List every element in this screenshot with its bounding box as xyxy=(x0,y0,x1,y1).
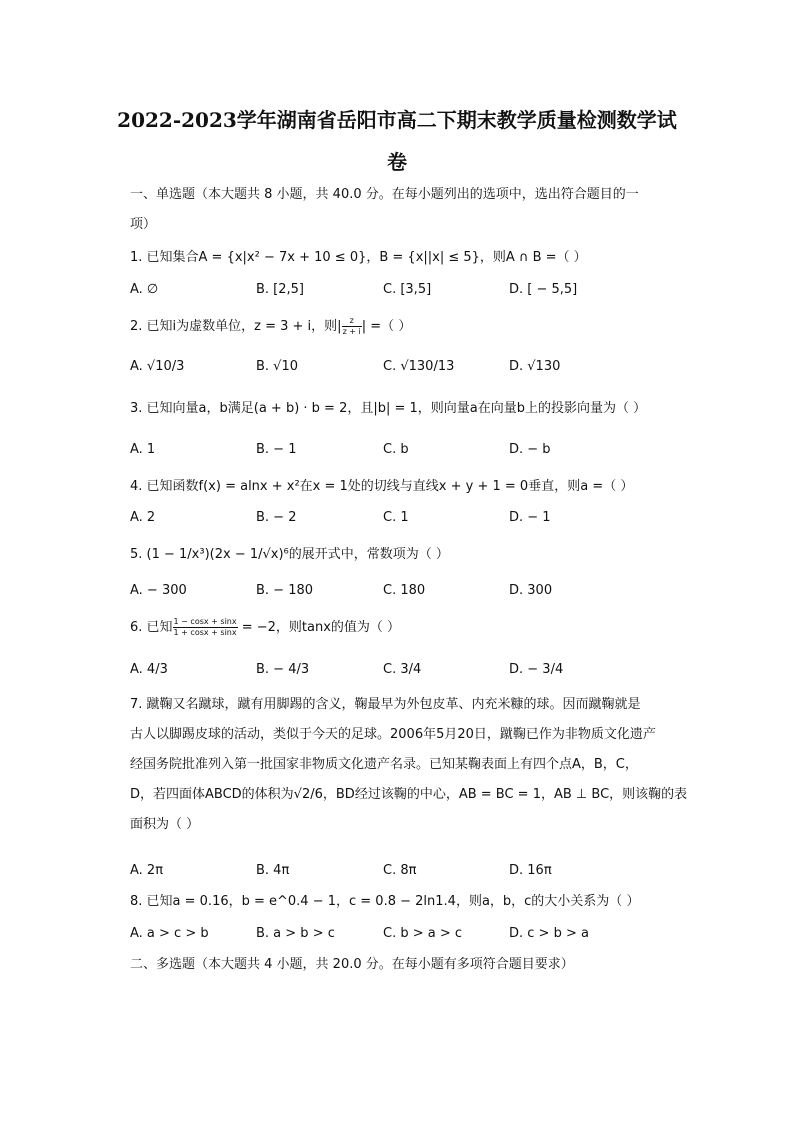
q1-option-d: D. [ − 5,5] xyxy=(509,282,578,297)
q6-text-end: = −2，则tanx的值为（ ） xyxy=(237,620,401,635)
q5-option-c: C. 180 xyxy=(383,583,426,598)
q7-line-2: 古人以脚踢皮球的活动，类似于今天的足球。2006年5月20日，蹴鞠已作为非物质文化遗产 xyxy=(130,727,656,742)
q8-option-c: C. b > a > c xyxy=(383,926,463,941)
q3-option-d: D. − b xyxy=(509,442,551,457)
q8-option-d: D. c > b > a xyxy=(509,926,589,941)
page-title-continued: 卷 xyxy=(387,150,407,174)
q7-line-4: D，若四面体ABCD的体积为√2/6，BD经过该鞠的中心，AB = BC = 1，AB ⊥ BC，则该鞠的表 xyxy=(130,787,688,802)
q3-option-b: B. − 1 xyxy=(256,442,297,457)
question-8: 8. 已知a = 0.16，b = e^0.4 − 1，c = 0.8 − 2ln1.4，则a，b，c的大小关系为（ ） xyxy=(130,894,640,909)
question-4: 4. 已知函数f(x) = alnx + x²在x = 1处的切线与直线x + y + 1 = 0垂直，则a =（ ） xyxy=(130,479,634,494)
q6-option-c: C. 3/4 xyxy=(383,662,422,677)
question-5: 5. (1 − 1/x³)(2x − 1/√x)⁶的展开式中，常数项为（ ） xyxy=(130,547,449,562)
q5-option-d: D. 300 xyxy=(509,583,553,598)
q1-option-b: B. [2,5] xyxy=(256,282,305,297)
q8-option-a: A. a > c > b xyxy=(130,926,209,941)
q4-option-d: D. − 1 xyxy=(509,510,551,525)
q7-option-c: C. 8π xyxy=(383,863,417,878)
q7-option-b: B. 4π xyxy=(256,863,290,878)
question-7 xyxy=(130,690,690,840)
q8-option-b: B. a > b > c xyxy=(256,926,335,941)
page-title: 2022-2023学年湖南省岳阳市高二下期末教学质量检测数学试 xyxy=(117,108,677,132)
q6-option-b: B. − 4/3 xyxy=(256,662,310,677)
q2-option-b: B. √10 xyxy=(256,359,299,374)
q2-option-d: D. √130 xyxy=(509,359,561,374)
q5-option-a: A. − 300 xyxy=(130,583,187,598)
q6-text-start: 6. 已知 xyxy=(130,620,173,635)
q6-fraction xyxy=(173,617,238,638)
q6-fraction-denominator: 1 + cosx + sinx xyxy=(173,628,237,637)
question-3: 3. 已知向量a，b满足(a + b) · b = 2，且|b| = 1，则向量a在向量b上的投影向量为（ ） xyxy=(130,401,647,416)
q6-option-a: A. 4/3 xyxy=(130,662,168,677)
q5-option-b: B. − 180 xyxy=(256,583,314,598)
q1-option-c: C. [3,5] xyxy=(383,282,432,297)
section-heading-continued: 项） xyxy=(130,217,157,232)
question-2 xyxy=(130,316,411,337)
q3-option-c: C. b xyxy=(383,442,409,457)
q2-text-start: 2. 已知i为虚数单位，z = 3 + i，则| xyxy=(130,319,342,334)
question-6 xyxy=(130,617,400,638)
q2-fraction-denominator: z + i xyxy=(342,327,361,336)
question-1: 1. 已知集合A = {x|x² − 7x + 10 ≤ 0}，B = {x||x| ≤ 5}，则A ∩ B =（ ） xyxy=(130,250,587,265)
q2-fraction-numerator: z xyxy=(342,316,362,327)
q2-option-a: A. √10/3 xyxy=(130,359,185,374)
q7-line-3: 经国务院批准列入第一批国家非物质文化遗产名录。已知某鞠表面上有四个点A，B，C， xyxy=(130,757,638,772)
q3-option-a: A. 1 xyxy=(130,442,156,457)
q2-option-c: C. √130/13 xyxy=(383,359,455,374)
q7-line-1: 7. 蹴鞠又名蹴球，蹴有用脚踢的含义，鞠最早为外包皮革、内充米糠的球。因而蹴鞠就是 xyxy=(130,697,641,712)
q2-fraction xyxy=(342,316,362,337)
q7-option-d: D. 16π xyxy=(509,863,552,878)
q7-option-a: A. 2π xyxy=(130,863,164,878)
q4-option-c: C. 1 xyxy=(383,510,409,525)
q6-option-d: D. − 3/4 xyxy=(509,662,564,677)
q7-line-5: 面积为（ ） xyxy=(130,817,200,832)
q2-text-end: | =（ ） xyxy=(361,319,412,334)
section-heading: 一、单选题（本大题共 8 小题，共 40.0 分。在每小题列出的选项中，选出符合题目的一 xyxy=(130,187,639,202)
q1-option-a: A. ∅ xyxy=(130,282,159,297)
q4-option-a: A. 2 xyxy=(130,510,156,525)
section-heading-2: 二、多选题（本大题共 4 小题，共 20.0 分。在每小题有多项符合题目要求） xyxy=(130,957,574,972)
q4-option-b: B. − 2 xyxy=(256,510,297,525)
q6-fraction-numerator: 1 − cosx + sinx xyxy=(173,617,237,626)
